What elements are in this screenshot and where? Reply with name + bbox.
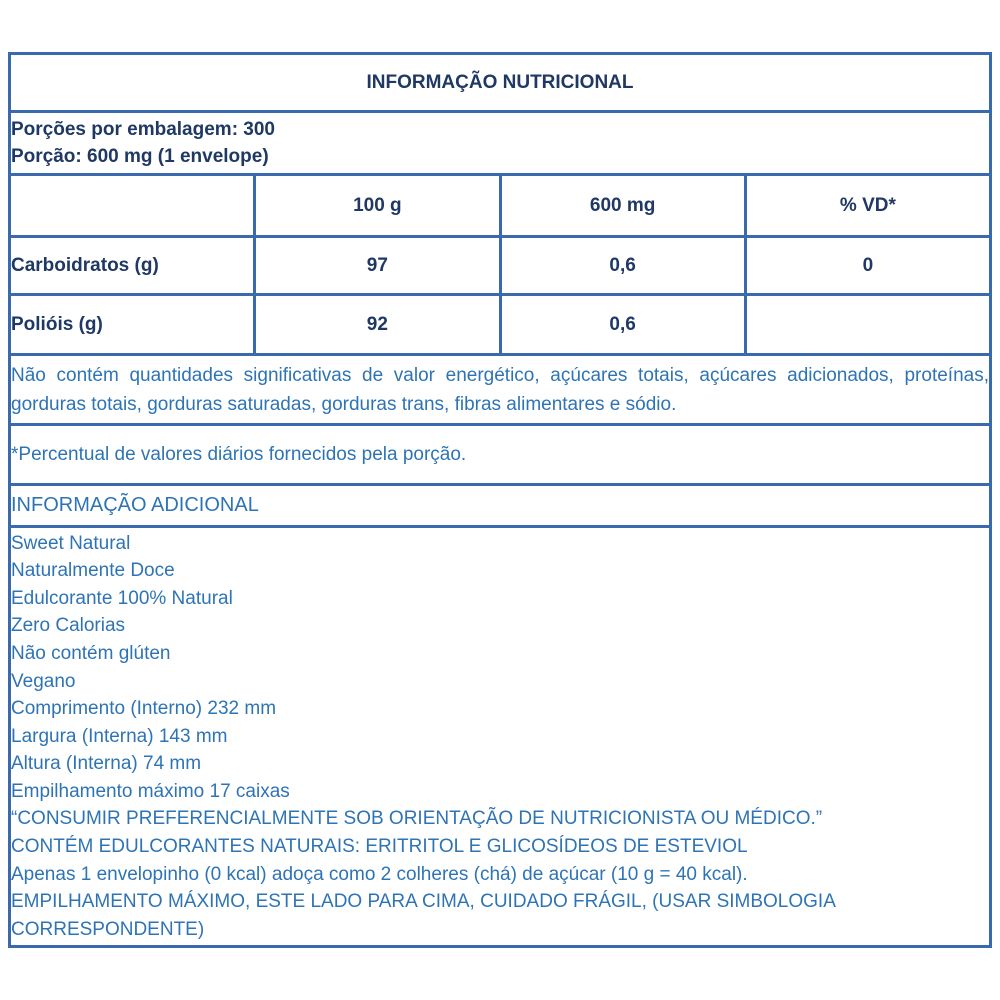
additional-line-simbologia: EMPILHAMENTO MÁXIMO, ESTE LADO PARA CIMA, CUIDADO FRÁGIL, (USAR SIMBOLOGIA CORRESPONDENTE) [11,891,835,940]
column-header-600mg: 600 mg [500,175,745,237]
column-header-row [10,175,991,237]
additional-info-row [10,527,991,947]
servings-row [10,112,991,175]
additional-line-zero-calorias: Zero Calorias [11,615,126,637]
table-row-poliois [10,295,991,355]
additional-line-sem-gluten: Não contém glúten [11,642,171,664]
column-header-blank [10,175,255,237]
additional-line-comprimento: Comprimento (Interno) 232 mm [11,698,277,720]
additional-info-title-row [10,485,991,527]
nutrition-table [8,52,992,948]
additional-line-contem-edulcorantes: CONTÉM EDULCORANTES NATURAIS: ERITRITOL E GLICOSÍDEOS DE ESTEVIOL [11,836,748,858]
additional-line-empilhamento-maximo: Empilhamento máximo 17 caixas [11,780,290,802]
additional-line-vegano: Vegano [11,670,76,692]
poliois-value-600mg: 0,6 [500,295,745,355]
additional-line-altura: Altura (Interna) 74 mm [11,753,202,775]
title-row [10,54,991,112]
column-header-100g: 100 g [255,175,500,237]
poliois-value-vd [745,295,990,355]
table-row-carboidratos [10,237,991,295]
additional-line-consumir-orientacao: “CONSUMIR PREFERENCIALMENTE SOB ORIENTAÇÃO DE NUTRICIONISTA OU MÉDICO.” [11,808,823,830]
daily-value-footnote-row [10,425,991,485]
daily-value-footnote: *Percentual de valores diários fornecidos pela porção. [10,425,991,485]
carboidratos-value-600mg: 0,6 [500,237,745,295]
no-significant-amounts-row [10,355,991,425]
carboidratos-value-100g: 97 [255,237,500,295]
row-label-carboidratos: Carboidratos (g) [10,237,255,295]
serving-size: Porção: 600 mg (1 envelope) [11,146,269,167]
column-header-percent-vd: % VD* [745,175,990,237]
additional-info-title: INFORMAÇÃO ADICIONAL [10,485,991,527]
poliois-value-100g: 92 [255,295,500,355]
additional-line-envelopinho-kcal: Apenas 1 envelopinho (0 kcal) adoça como 2 colheres (chá) de açúcar (10 g = 40 kcal). [11,863,748,885]
additional-line-largura: Largura (Interna) 143 mm [11,725,228,747]
additional-line-edulcorante-natural: Edulcorante 100% Natural [11,587,233,609]
servings-per-package: Porções por embalagem: 300 [11,119,275,140]
additional-line-sweet-natural: Sweet Natural [11,532,131,554]
row-label-poliois: Polióis (g) [10,295,255,355]
additional-line-naturalmente-doce: Naturalmente Doce [11,560,175,582]
carboidratos-value-vd: 0 [745,237,990,295]
no-significant-amounts-note: Não contém quantidades significativas de valor energético, açúcares totais, açúcares adicionados, proteínas, gorduras totais, gorduras saturadas, gorduras trans, fibras alimentares e sódio. [10,355,991,425]
table-title: INFORMAÇÃO NUTRICIONAL [10,54,991,112]
